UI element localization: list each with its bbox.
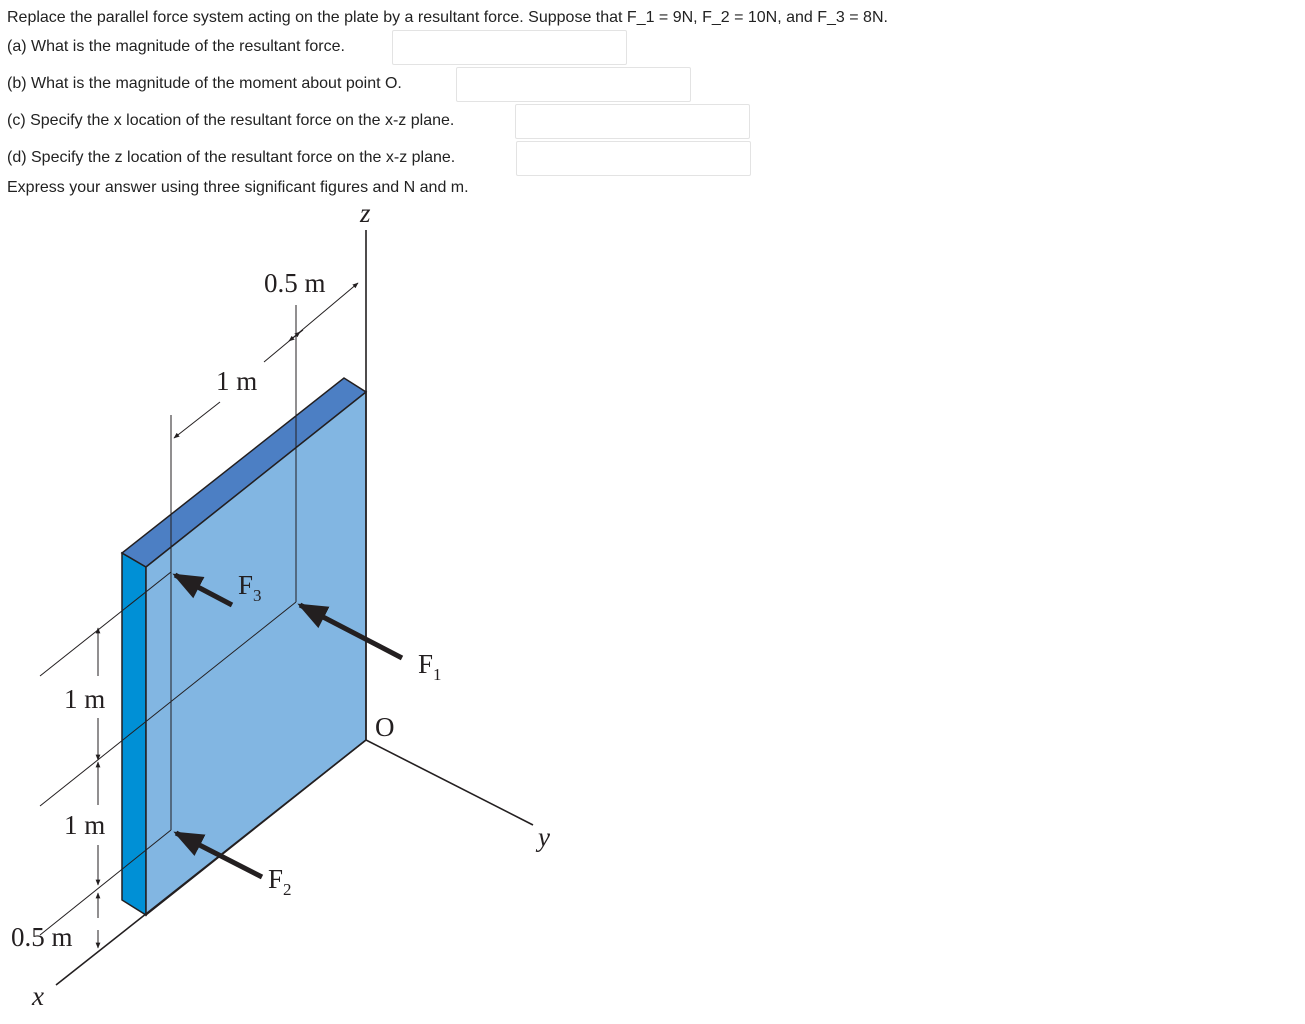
dim-width-label: 1 m: [216, 366, 258, 396]
dim-left-upper-label: 1 m: [64, 684, 106, 714]
z-axis-label: z: [360, 198, 371, 228]
force-f2-label: $F_2$: [268, 864, 292, 899]
question-b-label: (b) What is the magnitude of the moment about point O.: [7, 75, 402, 92]
dim-width-line-right: [264, 332, 300, 362]
y-axis: [366, 740, 533, 825]
dim-top-label: 0.5 m: [264, 268, 326, 298]
dim-width-line-left: [174, 402, 220, 438]
x-axis-label: x: [32, 981, 44, 1011]
force-f3-label: $F_3$: [238, 570, 262, 605]
problem-statement: Replace the parallel force system acting on the plate by a resultant force. Suppose that F_1 = 9N, F_2 = 10N, and F_3 = 8N.: [7, 9, 888, 26]
question-d-label: (d) Specify the z location of the resultant force on the x-z plane.: [7, 149, 456, 166]
force-f1-label: $F_1$: [418, 649, 442, 684]
question-c-label: (c) Specify the x location of the resultant force on the x-z plane.: [7, 112, 455, 129]
dim-left-lower-label: 1 m: [64, 810, 106, 840]
answer-instruction: Express your answer using three significant figures and N and m.: [7, 179, 469, 196]
plate-left-edge: [122, 553, 146, 915]
y-axis-label: y: [538, 822, 550, 852]
origin-label: O: [375, 712, 395, 742]
dim-left-bottom-label: 0.5 m: [11, 922, 73, 952]
question-a-label: (a) What is the magnitude of the resultant force.: [7, 38, 345, 55]
